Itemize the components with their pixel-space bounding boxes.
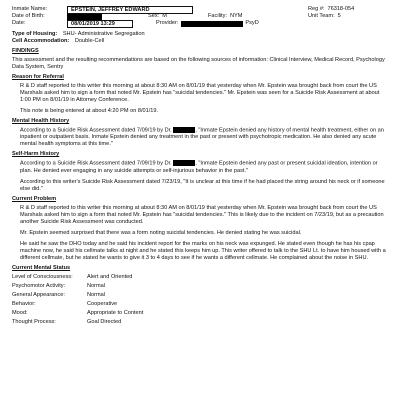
type-of-housing-label: Type of Housing: [12, 31, 58, 37]
sex-label: Sex: [148, 13, 160, 19]
cell-accommodation-row [12, 38, 388, 45]
mental-status-label: Behavior: [12, 300, 36, 307]
mental-status-list [12, 274, 388, 326]
cell-accommodation-value: Double-Cell [74, 38, 105, 44]
mental-status-label: General Appearance: [12, 291, 65, 298]
mental-status-label: Mood: [12, 309, 28, 316]
mental-status-item [12, 310, 388, 317]
mental-health-history-text [12, 127, 388, 148]
sex-value: M [162, 13, 167, 19]
provider-field [156, 20, 259, 27]
reg-label: Reg #: [308, 6, 325, 12]
reg-value: 76318-054 [327, 6, 355, 12]
facility-label: Facility: [208, 13, 227, 19]
findings-title: FINDINGS [12, 48, 39, 54]
mental-health-doctor-redaction [173, 127, 195, 133]
mental-health-history-title: Mental Health History [12, 118, 70, 124]
mental-status-item [12, 292, 388, 299]
unit-team-label: Unit Team: [308, 13, 335, 19]
mental-status-value: Normal [87, 282, 106, 289]
reason-for-referral-text: R & D staff reported to this writer this morning at about 8:30 AM on 8/01/19 that yesterday when Mr. Epstein was brought back from court the US Marshals asked him to sign a form that noted Mr. Epstein has "suicidal tendencies." Mr. Epstein was seen for a Suicide Risk Assessment at about 1:00 PM on 8/01/19 in Attorney Conference. [20, 83, 380, 103]
header-row-3 [12, 20, 388, 27]
self-harm-history-text [12, 160, 388, 174]
mental-status-value: Appropriate to Content [87, 309, 144, 316]
reason-for-referral-note-time: This note is being entered at about 4:20 PM on 8/01/19. [20, 108, 159, 114]
mental-status-value: Alert and Oriented [87, 273, 133, 280]
reason-for-referral-title: Reason for Referral [12, 74, 64, 80]
findings-text: This assessment and the resulting recommendations are based on the following sources of information: Clinical Interview, Medical Record, Psychology Data System, Sentry [12, 57, 385, 70]
current-problem-title: Current Problem [12, 195, 57, 202]
sex-field [148, 13, 208, 20]
provider-suffix: PsyD [245, 20, 259, 26]
unit-team-field [308, 13, 388, 20]
mental-status-value: Goal Directed [87, 318, 122, 325]
type-of-housing-value: SHU- Administrative Segregation [62, 31, 145, 37]
current-problem-text-1: R & D staff reported to this writer this morning at about 8:30 AM on 8/01/19 that yesterday when Mr. Epstein was brought back from court the US Marshals asked him to sign a form that noted Mr. Epstein has "suicidal tendencies." This is likely due to the incident on 7/23/19, but as a precaution another Suicide Risk Assessment was conducted. [20, 204, 384, 225]
mental-status-item [12, 301, 388, 308]
self-harm-history-text-2: According to this writer's Suicide Risk Assessment dated 7/23/19, "It is unclear at this time if he had placed the string around his neck or if someone else did." [20, 178, 385, 192]
unit-team-value: 5 [337, 13, 341, 19]
provider-redaction [181, 21, 243, 27]
facility-field [208, 13, 276, 20]
mental-status-value: Cooperative [87, 300, 118, 307]
mental-status-item [12, 274, 388, 281]
date-label: Date: [12, 20, 26, 26]
self-harm-history-title: Self-Harm History [12, 151, 60, 158]
mental-status-label: Psychomotor Activity: [12, 282, 66, 289]
mental-status-value: Normal [87, 291, 106, 298]
facility-value: NYM [229, 13, 243, 19]
mental-status-item [12, 283, 388, 290]
self-harm-doctor-redaction [173, 160, 195, 166]
current-mental-status-title: Current Mental Status [12, 264, 71, 271]
type-of-housing-row [12, 31, 388, 38]
header-row-1 [12, 6, 388, 13]
mental-status-item [12, 319, 388, 326]
mental-health-history-part2: , "Inmate Epstein denied any history of mental health treatment, either on an inpatient or outpatient basis. Inmate Epstein denied any treatment in the past or present with psychotropic medication. He also denied any acute mental health symptoms at this time." [20, 127, 384, 148]
cell-accommodation-label: Cell Accommodation: [12, 38, 70, 44]
mental-status-label: Thought Process: [12, 318, 56, 325]
mental-status-label: Level of Consciousness: [12, 273, 73, 280]
dob-label: Date of Birth: [12, 13, 45, 19]
inmate-name-label: Inmate Name: [12, 6, 48, 12]
provider-label: Provider: [156, 20, 179, 26]
date-value: 08/01/2019 13:29 [67, 20, 133, 28]
self-harm-history-part2: , "Inmate Epstein denied any past or present suicidal ideation, intention or plan. He denied ever engaging in any suicide attempts or self-injurious behavior in the past." [20, 160, 378, 174]
mental-health-history-part1: According to a Suicide Risk Assessment dated 7/09/19 by Dr. [20, 127, 172, 134]
reg-field [308, 6, 388, 13]
self-harm-history-part1: According to a Suicide Risk Assessment dated 7/09/19 by Dr. [20, 160, 172, 167]
current-problem-text-3: He said he saw the DHO today and he said his incident report for the marks on his neck was expunged. He stated even though he has his cpap machine now, he said his cellmate talks at night and he stated this keeps him up. This writer offered to talk to the SHU Lt. to have him housed with a different cellmate, but he stated he wants to give it 3 to 4 days to see if he wants a different cellmate. He complained about the noise in SHU. [20, 240, 386, 261]
inmate-name-value: EPSTEIN, JEFFREY EDWARD [67, 6, 193, 14]
current-problem-text-2: Mr. Epstein seemed surprised that there was a form noting suicidal tendencies. He denied stating he was suicidal. [20, 229, 302, 236]
